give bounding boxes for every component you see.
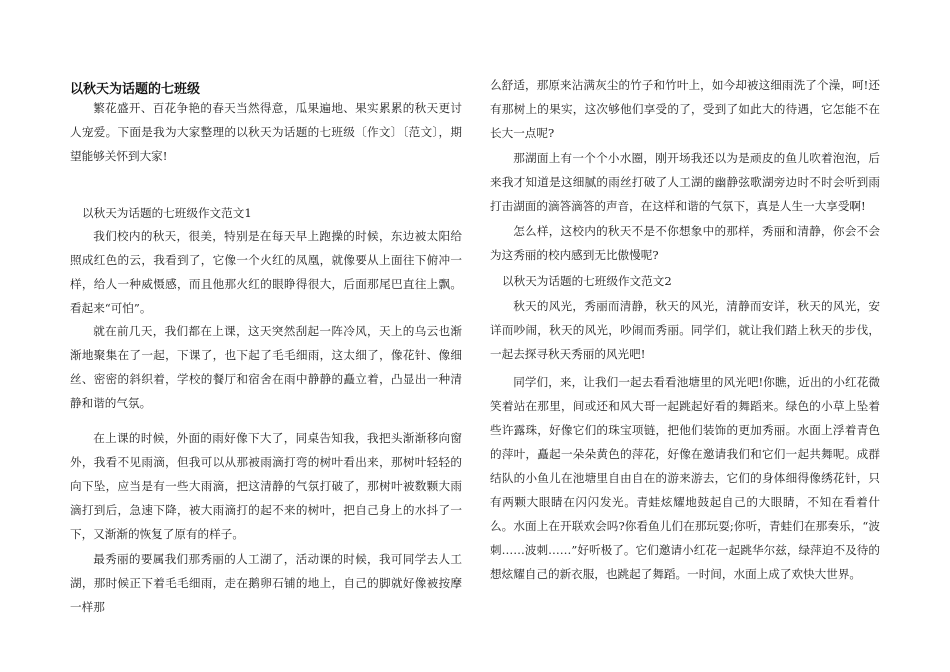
essay2-paragraph-1: 秋天的风光，秀丽而清静，秋天的风光，清静而安详，秋天的风光，安详而吵闹，秋天的风光，吵闹而秀丽。同学们，就让我们踏上秋天的步伐，一起去探寻秋天秀丽的风光吧! (490, 299, 880, 361)
page-title: 以秋天为话题的七班级 (70, 82, 201, 97)
essay1-paragraph-1: 我们校内的秋天，很美，特别是在每天早上跑操的时候，东边被太阳给照成红色的云，我看到了，它像一个火红的凤凰，就像要从上面往下俯冲一样，给人一种威慑感，而且他那火红的眼睁得很大，后面那尾巴直往上飘。看起来“可怕”。 (70, 229, 462, 315)
essay1-paragraph-5: 那湖面上有一个个小水圈，刚开场我还以为是顽皮的鱼儿吹着泡泡，后来我才知道是这细腻的雨丝打破了人工湖的幽静弦歌湖旁边时不时会听到雨打击湖面的滴答滴答的声音，在这样和谐的气氛下，真是人生一大享受啊! (490, 151, 880, 213)
essay1-heading: 以秋天为话题的七班级作文范文1 (82, 206, 252, 220)
essay1-paragraph-4: 最秀丽的要属我们那秀丽的人工湖了，活动课的时候，我可同学去人工湖，那时候正下着毛毛细雨，走在鹅卵石铺的地上，自己的脚就好像被按摩一样那 (70, 552, 462, 614)
intro-paragraph: 繁花盛开、百花争艳的春天当然得意，瓜果遍地、果实累累的秋天更讨人宠爱。下面是我为大家整理的以秋天为话题的七班级〔作文〕〔范文〕，期望能够关怀到大家! (70, 101, 462, 163)
essay1-paragraph-2: 就在前几天，我们都在上课，这天突然刮起一阵冷风，天上的乌云也渐渐地聚集在了一起，下课了，也下起了毛毛细雨，这太细了，像花针、像细丝、密密的斜织着，学校的餐厅和宿舍在雨中静静的矗立着，凸显出一种清静和谐的气氛。 (70, 324, 462, 410)
essay1-paragraph-4-continued: 么舒适，那原来沾满灰尘的竹子和竹叶上，如今却被这细雨洗了个澡，呵!还有那树上的果实，这次够他们享受的了，受到了如此大的待遇，它怎能不在长大一点呢? (490, 78, 880, 140)
essay1-paragraph-6: 怎么样，这校内的秋天不是不你想象中的那样，秀丽和清静，你会不会为这秀丽的校内感到无比傲慢呢? (490, 224, 880, 262)
essay2-paragraph-2: 同学们，来，让我们一起去看看池塘里的风光吧!你瞧，近出的小红花微笑着站在那里，间或还和风大哥一起跳起好看的舞蹈来。绿色的小草上坠着些许露珠，好像它们的珠宝项链，把他们装饰的更加秀丽。水面上浮着青色的萍叶，矗起一朵朵黄色的萍花，好像在邀请我们和它们一起共舞呢。成群结队的小鱼儿在池塘里自由自在的游来游去，它们的身体细得像绣花针，只有两颗大眼睛在闪闪发光。青蛙炫耀地鼓起自己的大眼睛，不知在看着什么。水面上在开联欢会吗?你看鱼儿们在那玩耍;你听，青蛙们在那奏乐，“波刺……波刺……”好听极了。它们邀请小红花一起跳华尔兹，绿萍迫不及待的想炫耀自己的新衣服，也跳起了舞蹈。一时间，水面上成了欢快大世界。 (490, 375, 880, 581)
essay2-heading: 以秋天为话题的七班级作文范文2 (502, 274, 672, 288)
essay1-paragraph-3: 在上课的时候，外面的雨好像下大了，同桌告知我，我把头渐渐移向窗外，我看不见雨滴，但我可以从那被雨滴打弯的树叶看出来，那树叶轻轻的向下坠，应当是有一些大雨滴，把这清静的气氛打破了，那树叶被数颗大雨滴打到后，急速下降，被大雨滴打的起不来的树叶，把自己身上的水抖了一下，又渐渐的恢复了原有的样子。 (70, 431, 462, 541)
